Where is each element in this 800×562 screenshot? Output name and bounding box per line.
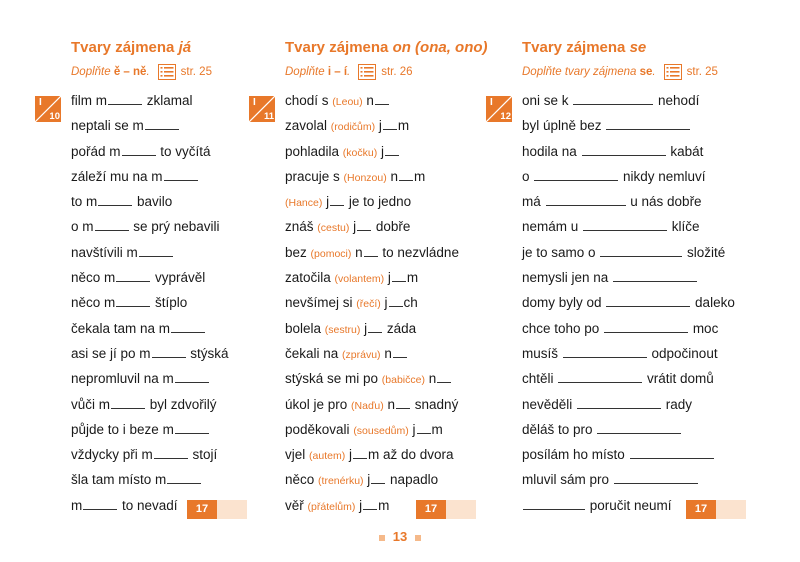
exercise-text: j xyxy=(349,219,357,235)
exercise-row xyxy=(71,341,229,366)
exercise-text: něco xyxy=(285,472,319,488)
exercise-row xyxy=(522,467,735,492)
exercise-text: j xyxy=(375,118,382,134)
answer-blank[interactable] xyxy=(371,470,385,484)
exercise-row xyxy=(285,392,488,417)
exercise-row xyxy=(285,417,488,442)
answer-blank[interactable] xyxy=(152,344,186,358)
answer-blank[interactable] xyxy=(582,142,666,156)
answer-blank[interactable] xyxy=(108,91,142,105)
exercise-text: vždycky při m xyxy=(71,447,153,463)
exercise-row xyxy=(285,290,488,315)
exercise-text: nemysli jen na xyxy=(522,270,613,286)
answer-blank[interactable] xyxy=(122,142,156,156)
exercise-row xyxy=(71,189,229,214)
answer-blank[interactable] xyxy=(116,268,150,282)
exercise-row xyxy=(71,113,229,138)
exercise-text: daleko xyxy=(691,295,735,311)
exercise-row xyxy=(285,442,488,467)
exercise-row xyxy=(285,366,488,391)
exercise-text: byl úplně bez xyxy=(522,118,606,134)
answer-blank[interactable] xyxy=(175,369,209,383)
noun-hint: (Leou) xyxy=(332,96,363,108)
exercise-text: napadlo xyxy=(386,472,439,488)
noun-hint: (Hance) xyxy=(285,197,323,210)
exercise-text: u nás dobře xyxy=(626,194,702,210)
instruction-suffix: . xyxy=(347,66,351,78)
exercise-text: stýská se mi po xyxy=(285,371,382,387)
exercise-text: neptali se m xyxy=(71,118,144,134)
exercise-text: děláš to pro xyxy=(522,421,597,437)
noun-hint: (řečí) xyxy=(356,298,381,311)
page-reference: str. 25 xyxy=(180,66,212,78)
exercise-text: se prý nebavili xyxy=(129,219,220,235)
exercise-text: má xyxy=(522,194,545,210)
exercise-text: nehodí xyxy=(654,93,700,108)
exercise-text: navštívili m xyxy=(71,244,138,260)
exercise-text: něco m xyxy=(71,295,116,311)
badge-exercise-number: 12 xyxy=(500,111,511,122)
exercise-row xyxy=(522,139,735,164)
answer-blank[interactable] xyxy=(630,445,714,459)
exercise-text: klíče xyxy=(668,219,700,235)
exercise-text: chce toho po xyxy=(522,320,604,336)
instruction-letters: i – í xyxy=(327,66,348,78)
exercise-text: mluvil sám pro xyxy=(522,472,613,488)
exercise-text: úkol je pro xyxy=(285,396,352,412)
exercise-text: n xyxy=(351,244,363,260)
exercise-text: j xyxy=(380,295,388,311)
exercise-text: je to jedno xyxy=(345,194,412,210)
instruction-prefix: Doplňte tvary zájmena xyxy=(522,66,640,78)
exercise-text: posílám ho místo xyxy=(522,447,629,463)
instruction-text xyxy=(285,66,350,78)
answer-blank[interactable] xyxy=(546,192,626,206)
exercise-text: složité xyxy=(683,244,726,260)
exercise-text: záleží mu na m xyxy=(71,168,163,184)
answer-blank[interactable] xyxy=(393,344,407,358)
exercise-text: vůči m xyxy=(71,396,111,412)
exercise-text: moc xyxy=(689,320,719,336)
exercise-row xyxy=(522,88,735,113)
exercise-text: n xyxy=(362,93,374,108)
exercise-text: m xyxy=(413,168,426,184)
title-prefix: Tvary zájmena xyxy=(71,39,179,56)
exercise-text: byl zdvořilý xyxy=(146,396,217,412)
exercise-text: film m xyxy=(71,93,107,108)
exercise-text: dobře xyxy=(372,219,411,235)
exercise-row xyxy=(285,164,488,189)
instruction-line xyxy=(71,60,229,84)
exercise-text: to vyčítá xyxy=(156,143,211,159)
exercise-row xyxy=(522,366,735,391)
exercise-text: oni se k xyxy=(522,93,573,108)
exercise-row xyxy=(522,341,735,366)
exercise-text: rady xyxy=(662,396,693,412)
exercise-row xyxy=(522,265,735,290)
noun-hint: (autem) xyxy=(309,450,346,463)
footer-square-right xyxy=(415,535,421,541)
title-pronoun: se xyxy=(629,39,647,56)
exercise-column-1 xyxy=(71,38,229,518)
score-box xyxy=(686,500,746,519)
instruction-letters: ě – ně xyxy=(113,66,147,78)
page-number: 13 xyxy=(392,529,408,544)
badge-exercise-number: 11 xyxy=(263,111,274,122)
exercise-text: poručit neumí xyxy=(586,497,672,513)
exercise-number-badge xyxy=(486,96,512,122)
exercise-text: něco m xyxy=(71,270,116,286)
exercise-text: domy byly od xyxy=(522,295,606,311)
exercise-text: m xyxy=(406,270,419,286)
exercise-row xyxy=(522,240,735,265)
exercise-row xyxy=(285,88,488,113)
exercise-text: zatočila xyxy=(285,270,335,286)
exercise-text: j xyxy=(408,421,416,437)
noun-hint: (kočku) xyxy=(342,146,378,159)
exercise-text: nevěděli xyxy=(522,396,577,412)
exercise-text: j xyxy=(377,143,384,159)
noun-hint: (Naďu) xyxy=(351,399,384,412)
instruction-text xyxy=(522,66,656,78)
noun-hint: (babičce) xyxy=(381,374,425,387)
answer-blank[interactable] xyxy=(558,369,642,383)
exercise-text: o xyxy=(522,168,534,184)
exercise-text: asi se jí po m xyxy=(71,345,151,361)
exercise-row xyxy=(71,467,229,492)
exercise-text: čekali na xyxy=(285,345,343,361)
exercise-text: to nezvládne xyxy=(378,244,459,260)
noun-hint: (sousedům) xyxy=(353,424,409,437)
exercise-row xyxy=(285,113,488,138)
exercise-number-badge xyxy=(249,96,275,122)
exercise-row xyxy=(285,316,488,341)
answer-blank[interactable] xyxy=(357,217,371,231)
answer-blank[interactable] xyxy=(392,268,406,282)
title-prefix: Tvary zájmena xyxy=(522,39,630,56)
answer-blank[interactable] xyxy=(399,167,413,181)
noun-hint: (rodičům) xyxy=(330,121,376,134)
exercise-row xyxy=(71,88,229,113)
answer-blank[interactable] xyxy=(175,420,209,434)
title-pronoun: on (ona, ono) xyxy=(392,39,488,56)
exercise-text: j xyxy=(360,320,368,336)
instruction-prefix: Doplňte xyxy=(285,66,328,78)
answer-blank[interactable] xyxy=(385,142,399,156)
exercise-text: n xyxy=(383,396,396,412)
exercise-row xyxy=(285,214,488,239)
noun-hint: (volantem) xyxy=(334,273,385,286)
exercise-row xyxy=(522,189,735,214)
badge-level: I xyxy=(39,97,42,108)
instruction-text xyxy=(71,66,150,78)
page-reference: str. 26 xyxy=(381,66,413,78)
exercise-text: snadný xyxy=(411,396,459,412)
answer-blank[interactable] xyxy=(389,293,403,307)
exercise-text: n xyxy=(386,168,398,184)
answer-blank[interactable] xyxy=(95,217,129,231)
exercise-row xyxy=(285,265,488,290)
exercise-text: zklamal xyxy=(143,93,193,108)
exercise-row xyxy=(285,189,488,214)
exercise-text: m xyxy=(431,421,443,437)
answer-blank[interactable] xyxy=(614,470,698,484)
exercise-text: poděkovali xyxy=(285,421,354,437)
column-title xyxy=(522,38,735,58)
exercise-row xyxy=(522,214,735,239)
answer-blank[interactable] xyxy=(364,243,378,257)
answer-blank[interactable] xyxy=(437,369,451,383)
score-box xyxy=(187,500,247,519)
noun-hint: (zprávu) xyxy=(342,348,381,361)
answer-blank[interactable] xyxy=(396,395,410,409)
instruction-line xyxy=(285,60,488,84)
exercise-text: vjel xyxy=(285,447,310,463)
noun-hint: (cestu) xyxy=(317,222,350,235)
exercise-text: j xyxy=(345,447,352,463)
exercise-text: j xyxy=(322,194,330,210)
exercise-text: j xyxy=(363,472,371,488)
exercise-text: bolela xyxy=(285,320,325,336)
book-list-icon xyxy=(358,64,376,80)
exercise-text: nemám u xyxy=(522,219,583,235)
answer-blank[interactable] xyxy=(523,496,585,510)
exercise-row xyxy=(522,113,735,138)
answer-blank[interactable] xyxy=(139,243,173,257)
instruction-suffix: . xyxy=(146,66,150,78)
exercise-list xyxy=(285,88,488,518)
exercise-text: chodí s xyxy=(285,93,333,108)
exercise-text: nepromluvil na m xyxy=(71,371,174,387)
exercise-row xyxy=(522,392,735,417)
noun-hint: (Honzou) xyxy=(343,171,387,184)
exercise-row xyxy=(522,316,735,341)
exercise-text: stýská xyxy=(186,345,229,361)
answer-blank[interactable] xyxy=(368,319,382,333)
score-input-field[interactable] xyxy=(446,500,476,519)
exercise-text: pořád m xyxy=(71,143,121,159)
badge-level: I xyxy=(253,97,256,108)
exercise-row xyxy=(71,265,229,290)
exercise-text: nevšímej si xyxy=(285,295,357,311)
exercise-row xyxy=(285,467,488,492)
exercise-row xyxy=(285,240,488,265)
score-total: 17 xyxy=(686,500,716,519)
exercise-text: j xyxy=(355,497,363,513)
answer-blank[interactable] xyxy=(375,91,389,105)
title-prefix: Tvary zájmena xyxy=(285,39,393,56)
answer-blank[interactable] xyxy=(613,268,697,282)
answer-blank[interactable] xyxy=(417,420,431,434)
answer-blank[interactable] xyxy=(573,91,653,105)
column-title xyxy=(71,38,229,58)
exercise-text: ch xyxy=(403,295,418,311)
exercise-row xyxy=(71,442,229,467)
exercise-text: odpočinout xyxy=(647,345,718,361)
badge-level: I xyxy=(490,97,493,108)
answer-blank[interactable] xyxy=(116,293,150,307)
exercise-text: m xyxy=(397,118,410,134)
answer-blank[interactable] xyxy=(353,445,367,459)
exercise-text: bavilo xyxy=(133,194,173,210)
exercise-row xyxy=(71,417,229,442)
exercise-number-badge xyxy=(35,96,61,122)
answer-blank[interactable] xyxy=(98,192,132,206)
score-total: 17 xyxy=(416,500,446,519)
page-footer xyxy=(0,529,800,544)
exercise-row xyxy=(71,214,229,239)
noun-hint: (trenérku) xyxy=(318,475,364,488)
exercise-text: pracuje s xyxy=(285,168,344,184)
exercise-text: zavolal xyxy=(285,118,331,134)
exercise-text: to m xyxy=(71,194,98,210)
exercise-row xyxy=(71,392,229,417)
answer-blank[interactable] xyxy=(534,167,618,181)
answer-blank[interactable] xyxy=(600,243,682,257)
answer-blank[interactable] xyxy=(363,496,377,510)
exercise-row xyxy=(71,366,229,391)
exercise-column-3 xyxy=(522,38,735,518)
instruction-prefix: Doplňte xyxy=(71,66,114,78)
book-list-icon xyxy=(158,64,176,80)
exercise-text: pohladila xyxy=(285,143,343,159)
noun-hint: (pomoci) xyxy=(310,247,352,260)
exercise-text: kabát xyxy=(666,143,704,159)
answer-blank[interactable] xyxy=(83,496,117,510)
answer-blank[interactable] xyxy=(583,217,667,231)
answer-blank[interactable] xyxy=(145,116,179,130)
answer-blank[interactable] xyxy=(606,116,690,130)
exercise-text: n xyxy=(380,345,392,361)
exercise-row xyxy=(71,139,229,164)
score-input-field[interactable] xyxy=(716,500,746,519)
exercise-row xyxy=(522,290,735,315)
exercise-text: stojí xyxy=(188,447,218,463)
noun-hint: (sestru) xyxy=(324,323,361,336)
answer-blank[interactable] xyxy=(164,167,198,181)
answer-blank[interactable] xyxy=(167,470,201,484)
badge-exercise-number: 10 xyxy=(49,111,60,122)
exercise-row xyxy=(285,139,488,164)
exercise-row xyxy=(522,164,735,189)
exercise-text: šla tam místo m xyxy=(71,472,167,488)
exercise-text: chtěli xyxy=(522,371,558,387)
exercise-text: vyprávěl xyxy=(151,270,206,286)
answer-blank[interactable] xyxy=(563,344,647,358)
exercise-column-2 xyxy=(285,38,488,518)
exercise-row xyxy=(71,290,229,315)
exercise-text: to nevadí xyxy=(118,497,178,513)
exercise-text: j xyxy=(384,270,391,286)
answer-blank[interactable] xyxy=(597,420,681,434)
answer-blank[interactable] xyxy=(606,293,690,307)
page-reference: str. 25 xyxy=(686,66,718,78)
exercise-row xyxy=(71,316,229,341)
exercise-text: záda xyxy=(383,320,417,336)
exercise-text: musíš xyxy=(522,345,562,361)
exercise-list xyxy=(71,88,229,518)
exercise-text: m až do dvora xyxy=(367,447,454,463)
noun-hint: (přátelům) xyxy=(307,500,356,513)
exercise-text: m xyxy=(71,497,83,513)
score-input-field[interactable] xyxy=(217,500,247,519)
exercise-text: bez xyxy=(285,244,311,260)
exercise-text: o m xyxy=(71,219,94,235)
answer-blank[interactable] xyxy=(330,192,344,206)
instruction-line xyxy=(522,60,735,84)
exercise-row xyxy=(522,417,735,442)
exercise-text: hodila na xyxy=(522,143,581,159)
answer-blank[interactable] xyxy=(383,116,397,130)
score-total: 17 xyxy=(187,500,217,519)
exercise-text: čekala tam na m xyxy=(71,320,171,336)
exercise-text: půjde to i beze m xyxy=(71,421,174,437)
column-title xyxy=(285,38,488,58)
answer-blank[interactable] xyxy=(604,319,688,333)
footer-square-left xyxy=(379,535,385,541)
exercise-row xyxy=(71,240,229,265)
exercise-row xyxy=(71,164,229,189)
score-box xyxy=(416,500,476,519)
exercise-text: vrátit domů xyxy=(643,371,714,387)
exercise-text: znáš xyxy=(285,219,318,235)
instruction-suffix: . xyxy=(652,66,656,78)
exercise-list xyxy=(522,88,735,518)
answer-blank[interactable] xyxy=(171,319,205,333)
exercise-row xyxy=(285,341,488,366)
answer-blank[interactable] xyxy=(154,445,188,459)
answer-blank[interactable] xyxy=(111,395,145,409)
answer-blank[interactable] xyxy=(577,395,661,409)
exercise-text: n xyxy=(424,371,437,387)
exercise-text: věř xyxy=(285,497,308,513)
instruction-letters: se xyxy=(639,66,653,78)
book-list-icon xyxy=(664,64,682,80)
exercise-text: je to samo o xyxy=(522,244,600,260)
title-pronoun: já xyxy=(178,39,192,56)
exercise-text: štíplo xyxy=(151,295,188,311)
exercise-row xyxy=(522,442,735,467)
exercise-text: nikdy nemluví xyxy=(619,168,706,184)
exercise-text: m xyxy=(378,497,390,513)
